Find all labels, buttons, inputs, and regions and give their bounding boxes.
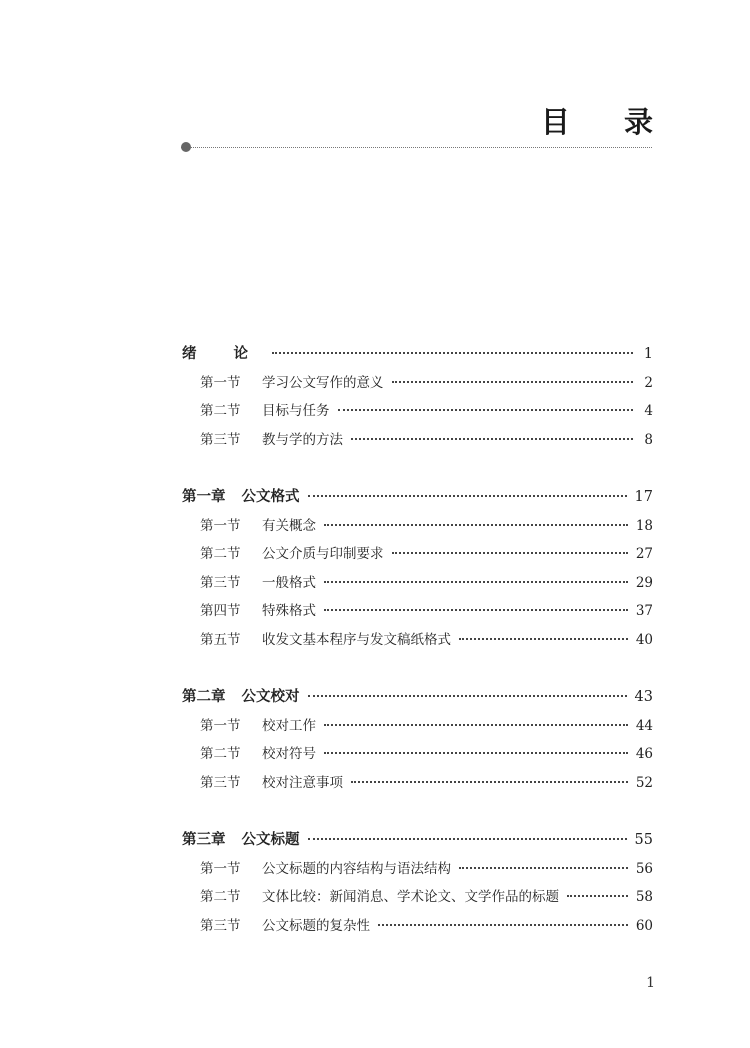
page-number: 8	[644, 431, 653, 448]
toc-group-chapter-3	[182, 826, 653, 940]
section-title: 公文标题的复杂性	[262, 917, 370, 934]
section-number: 第一节	[200, 517, 241, 534]
section-number: 第三节	[200, 774, 241, 791]
toc-chapter-entry[interactable]	[182, 483, 653, 512]
dot-leader	[308, 695, 627, 697]
page-number: 56	[635, 860, 653, 877]
section-title: 公文介质与印制要求	[262, 546, 384, 562]
page-number: 60	[635, 917, 653, 934]
page-number: 27	[635, 546, 653, 562]
toc-section-entry[interactable]	[182, 855, 653, 884]
chapter-number: 第二章	[182, 689, 226, 705]
chapter-number: 绪 论	[182, 346, 265, 362]
section-title: 校对注意事项	[262, 774, 343, 791]
toc-section-entry[interactable]	[182, 712, 653, 741]
page-number: 58	[635, 889, 653, 905]
toc-chapter-entry[interactable]	[182, 826, 653, 855]
section-number: 第四节	[200, 603, 241, 619]
toc-section-entry[interactable]	[182, 883, 653, 912]
chapter-number: 第三章	[182, 832, 226, 848]
dot-leader	[272, 352, 633, 354]
page-number: 18	[635, 517, 653, 534]
section-number: 第一节	[200, 374, 241, 391]
dot-leader	[308, 495, 627, 497]
toc-chapter-entry[interactable]	[182, 340, 653, 369]
dot-leader	[324, 581, 628, 583]
section-number: 第一节	[200, 860, 241, 877]
section-number: 第三节	[200, 574, 241, 591]
dot-leader	[567, 895, 628, 897]
toc-section-entry[interactable]	[182, 397, 653, 426]
toc-group-chapter-1	[182, 483, 653, 654]
dot-leader	[392, 381, 634, 383]
toc-group-chapter-2	[182, 683, 653, 797]
page-number: 52	[635, 774, 653, 791]
dot-leader	[324, 724, 628, 726]
section-number: 第二节	[200, 889, 241, 905]
page-number: 37	[635, 603, 653, 619]
chapter-title: 公文标题	[241, 832, 300, 848]
section-number: 第三节	[200, 917, 241, 934]
page-number: 44	[635, 717, 653, 734]
title-bullet-dot	[181, 142, 191, 152]
toc-section-entry[interactable]	[182, 540, 653, 569]
page-number: 17	[634, 489, 653, 505]
chapter-title: 公文格式	[241, 489, 300, 505]
toc-section-entry[interactable]	[182, 626, 653, 655]
dot-leader	[324, 752, 628, 754]
dot-leader	[459, 867, 628, 869]
toc-group-introduction	[182, 340, 653, 454]
dot-leader	[392, 552, 628, 554]
table-of-contents	[182, 340, 653, 969]
toc-section-entry[interactable]	[182, 369, 653, 398]
dot-leader	[351, 781, 628, 783]
toc-section-entry[interactable]	[182, 512, 653, 541]
section-title: 文体比较：新闻消息、学术论文、文学作品的标题	[262, 889, 559, 905]
page-number: 46	[635, 746, 653, 762]
section-title: 教与学的方法	[262, 431, 343, 448]
page-number: 4	[644, 403, 653, 419]
dot-leader	[324, 609, 628, 611]
toc-section-entry[interactable]	[182, 912, 653, 941]
page-number: 55	[634, 832, 653, 848]
section-number: 第二节	[200, 746, 241, 762]
section-number: 第五节	[200, 631, 241, 648]
section-number: 第二节	[200, 403, 241, 419]
section-title: 公文标题的内容结构与语法结构	[262, 860, 451, 877]
title-dotted-rule	[181, 147, 652, 148]
chapter-number: 第一章	[182, 489, 226, 505]
toc-section-entry[interactable]	[182, 597, 653, 626]
page-number: 2	[644, 374, 653, 391]
section-number: 第一节	[200, 717, 241, 734]
toc-section-entry[interactable]	[182, 740, 653, 769]
dot-leader	[338, 409, 634, 411]
page-title: 目 录	[540, 105, 675, 139]
toc-chapter-entry[interactable]	[182, 683, 653, 712]
dot-leader	[459, 638, 628, 640]
section-title: 校对符号	[262, 746, 316, 762]
page-number: 1	[643, 346, 653, 362]
toc-section-entry[interactable]	[182, 426, 653, 455]
section-number: 第二节	[200, 546, 241, 562]
page-number: 40	[635, 631, 653, 648]
section-title: 目标与任务	[262, 403, 330, 419]
section-title: 特殊格式	[262, 603, 316, 619]
toc-section-entry[interactable]	[182, 769, 653, 798]
section-title: 一般格式	[262, 574, 316, 591]
section-title: 有关概念	[262, 517, 316, 534]
dot-leader	[308, 838, 627, 840]
page-number: 43	[634, 689, 653, 705]
dot-leader	[378, 924, 628, 926]
section-title: 校对工作	[262, 717, 316, 734]
section-title: 学习公文写作的意义	[262, 374, 384, 391]
dot-leader	[324, 524, 628, 526]
section-title: 收发文基本程序与发文稿纸格式	[262, 631, 451, 648]
dot-leader	[351, 438, 633, 440]
page-folio-number: 1	[646, 975, 655, 991]
page-number: 29	[635, 574, 653, 591]
toc-section-entry[interactable]	[182, 569, 653, 598]
chapter-title: 公文校对	[241, 689, 300, 705]
section-number: 第三节	[200, 431, 241, 448]
